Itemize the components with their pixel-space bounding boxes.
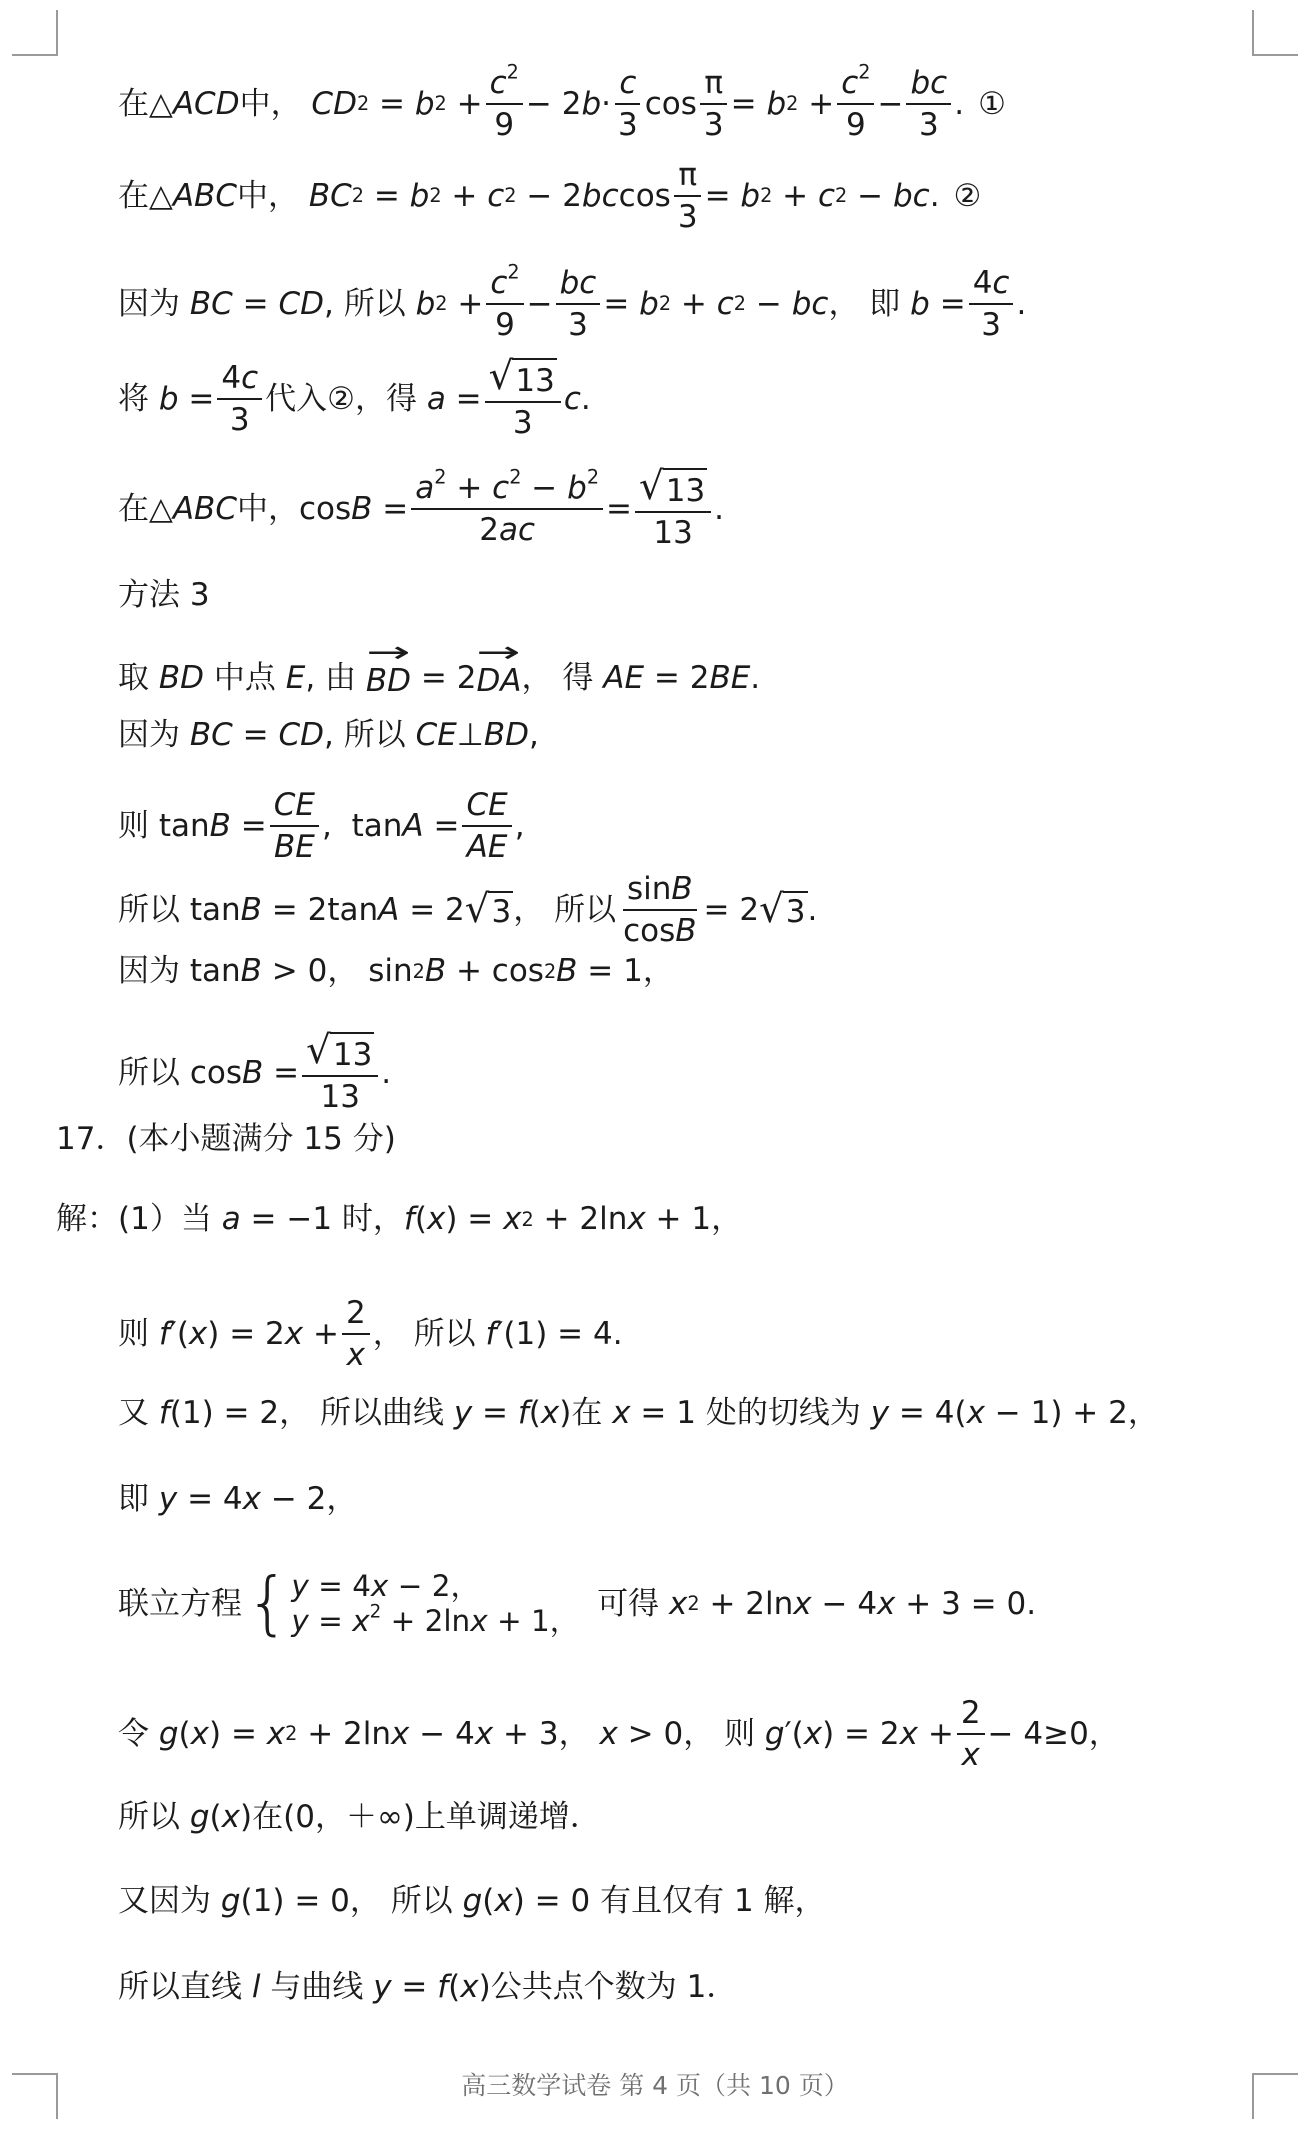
method-3-heading: 方法 3	[118, 577, 210, 613]
formula-substitute-b: 将 b = $\frac{4c}{3}$ 代入②，得 a = √ 13 3 c .	[118, 354, 591, 442]
solution-monotonic: 所以 g ( x ) 在(0，＋∞)上单调递增．	[118, 1799, 601, 1835]
solution-system-of-equations: 联立方程 { y = 4x − 2， $y = x^2 + 2\ln x + 1$， 可得 x 2 + 2ln x − 4 x + 3 = 0.	[118, 1564, 1037, 1643]
crop-mark-top-right	[1252, 10, 1298, 56]
formula-pythagorean-identity: 因为 tan B > 0， sin 2 B + cos 2 B = 1，	[118, 953, 674, 989]
solution-derivative: 则 f ′( x ) = 2 x + $\frac{2}{x}$ ， 所以 f ′(1) = 4.	[118, 1295, 623, 1374]
formula-tan-ratios: 则 tan B = $\frac{CE}{BE}$ , tan A = $\frac{CE}{AE}$ ,	[118, 787, 525, 866]
circled-number-1: ①	[978, 85, 1006, 122]
formula-cos-b-result: 所以 cos B = √ 13 13 .	[118, 1028, 392, 1116]
formula-midpoint-e: 取 BD 中点 E , 由 BD → = 2 DA → ， 得 AE = 2 BE .	[118, 660, 760, 697]
solution-tangent-simplified: 即 y = 4 x − 2，	[118, 1481, 358, 1517]
formula-ce-perp-bd: 因为 BC = CD , 所以 CE ⊥ BD ,	[118, 717, 539, 753]
circled-number-2: ②	[953, 177, 982, 214]
solution-part-1-function: 解：(1）当 a = −1 时， f ( x ) = x 2 + 2ln x + 1，	[56, 1201, 743, 1237]
solution-unique-root: 又因为 g (1) = 0， 所以 g ( x ) = 0 有且仅有 1 解，	[118, 1883, 826, 1919]
formula-cos-b: 在△ ABC 中， cos B = $\frac{a^2 + c^2 - b^2}{2ac}$ = √ 13 13 .	[118, 464, 725, 552]
page-footer: 高三数学试卷 第 4 页（共 10 页）	[461, 2071, 849, 2100]
solution-g-function: 令 g ( x ) = x 2 + 2ln x − 4 x + 3， x > 0， 则 g ′( x ) = 2 x + $\frac{2}{x}$ − 4≥0，	[118, 1695, 1120, 1774]
formula-tan-b-value: 所以 tan B = 2tan A = 2 √ 3 ， 所以 $\frac{\sin B}{\cos B}$ = 2 √ 3 .	[118, 871, 818, 950]
formula-bc-equals-cd: 因为 BC = CD , 所以 b 2 + $\frac{c^2}{9}$ − $\frac{bc}{3}$ = b 2 + c 2 − bc ， 即 b = $\frac{4c}{3}$ .	[118, 260, 1027, 344]
solution-conclusion: 所以直线 l 与曲线 y = f ( x ) 公共点个数为 1．	[118, 1969, 738, 2005]
question-17-heading: 17．(本小题满分 15 分)	[56, 1121, 396, 1157]
solution-tangent-line: 又 f (1) = 2， 所以曲线 y = f ( x ) 在 x = 1 处的切线为 y = 4( x − 1) + 2，	[118, 1395, 1159, 1431]
formula-cd-squared: 在△ ACD 中， CD 2 = b 2 + $\frac{c^2}{9}$ − 2 b · $\frac{c}{3}$ cos $\frac{\pi}{3}$ = b 2 + $\frac{c^2}{9}$ − $\frac{bc}{3}$ . ①	[118, 60, 1006, 144]
formula-bc-squared: 在△ ABC 中， BC 2 = b 2 + c 2 − 2 bc cos $\frac{\pi}{3}$ = b 2 + c 2 − bc . ②	[118, 157, 982, 236]
crop-mark-top-left	[12, 10, 58, 56]
